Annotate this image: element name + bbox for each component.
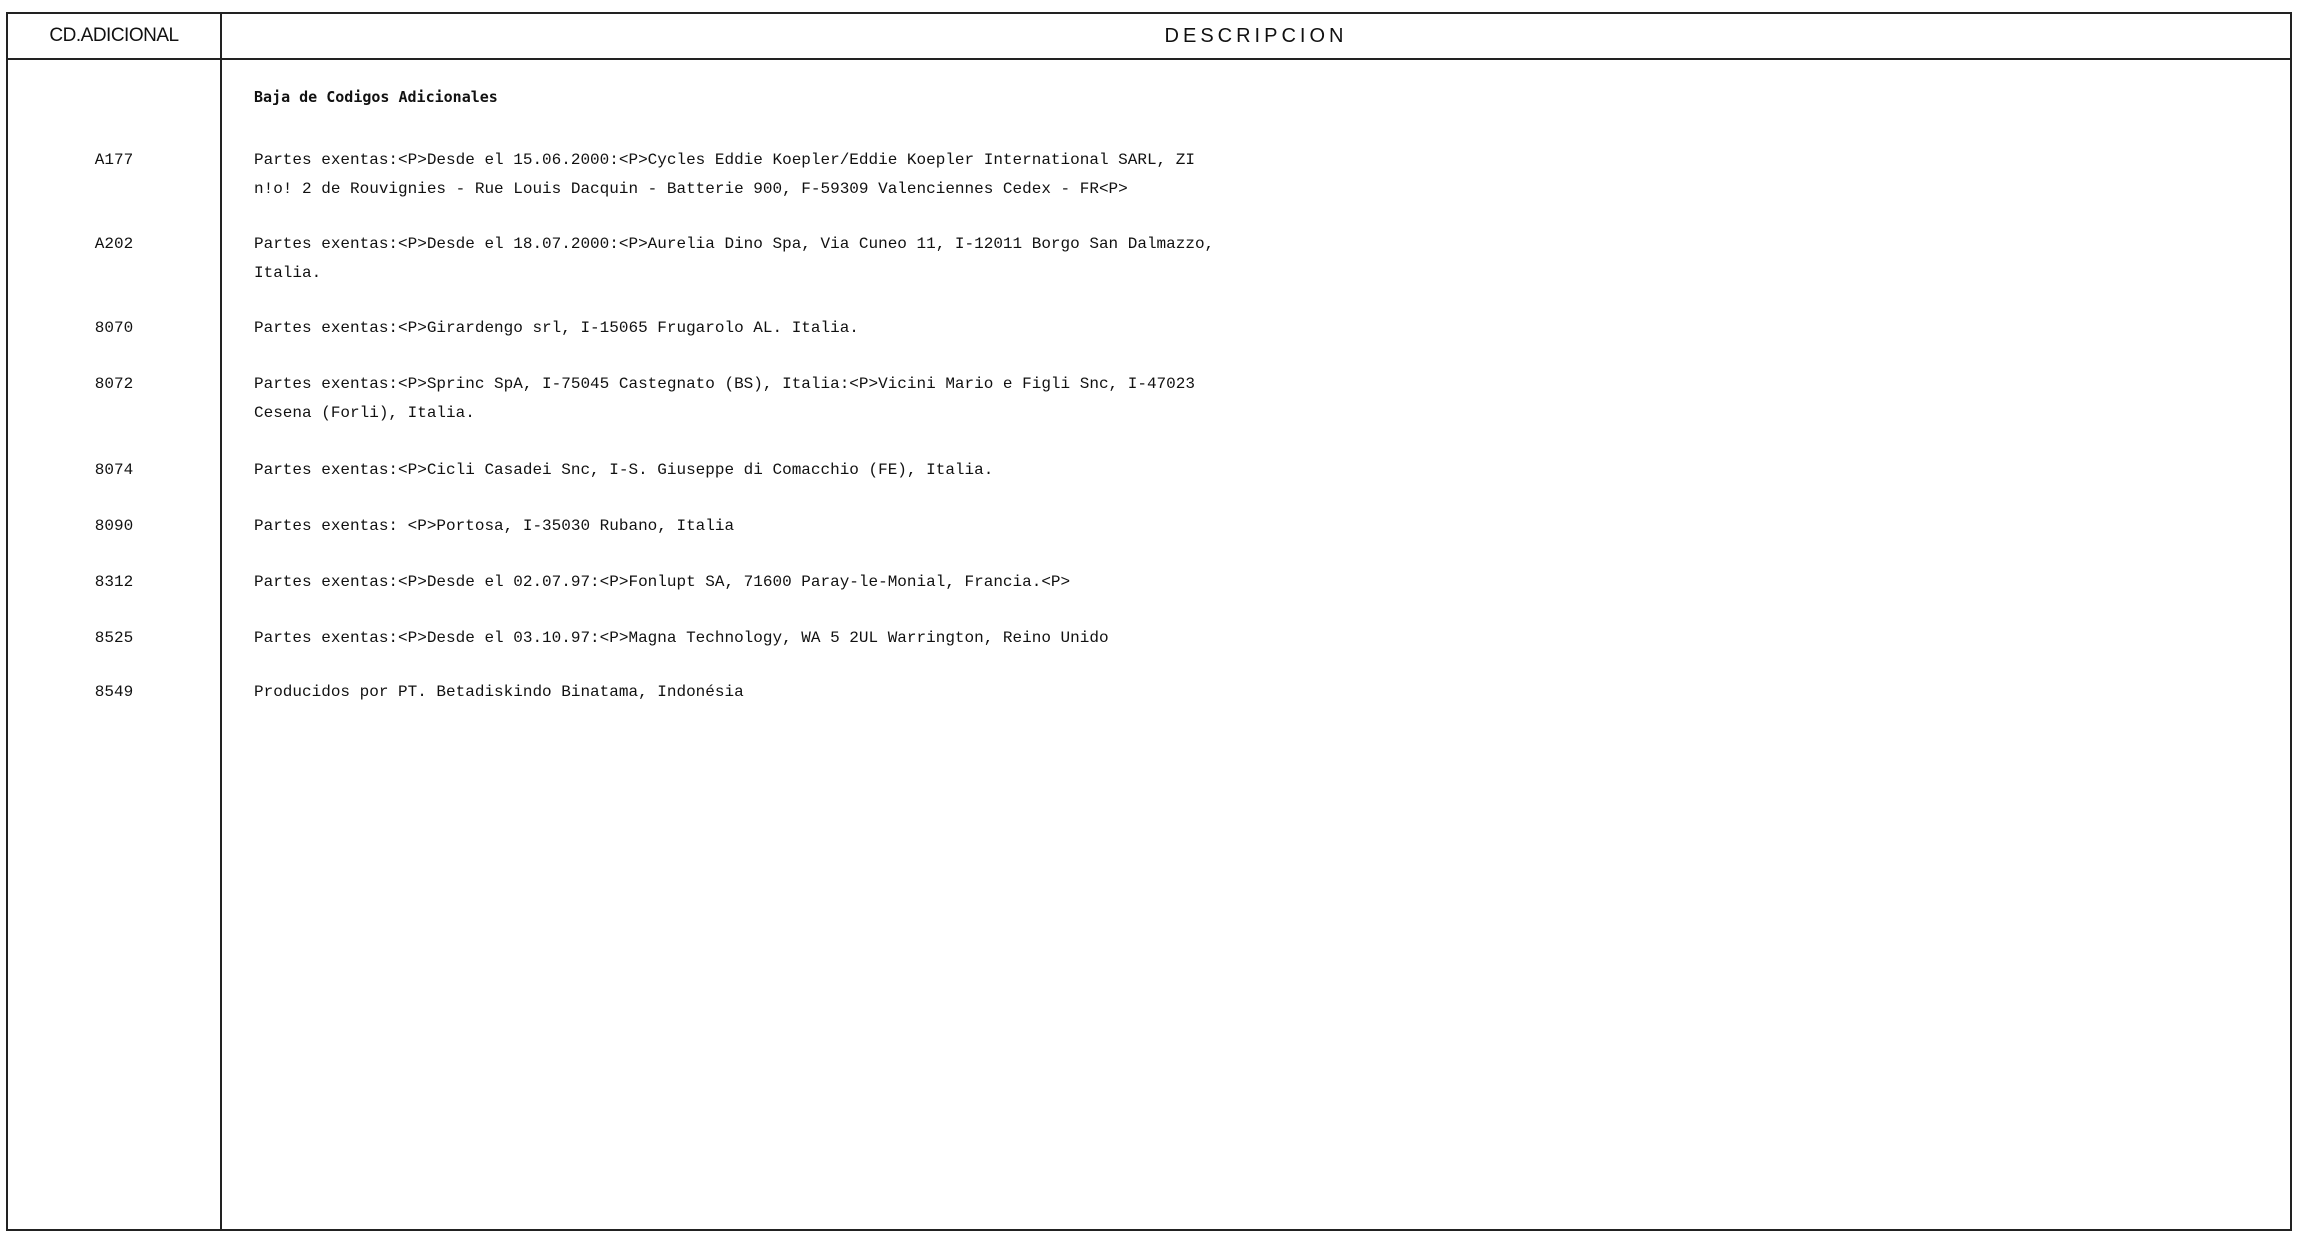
row-description: Partes exentas:<P>Girardengo srl, I-15065 Frugarolo AL. Italia. xyxy=(254,319,859,337)
table-header xyxy=(8,14,2290,60)
row-description: Partes exentas: <P>Portosa, I-35030 Rubano, Italia xyxy=(254,517,735,535)
row-code: 8312 xyxy=(94,573,134,591)
row-description: Partes exentas:<P>Desde el 18.07.2000:<P>Aurelia Dino Spa, Via Cuneo 11, I-12011 Borgo San Dalmazzo, Italia. xyxy=(254,235,1215,282)
row-code: 8070 xyxy=(94,319,134,337)
row-description: Partes exentas:<P>Cicli Casadei Snc, I-S. Giuseppe di Comacchio (FE), Italia. xyxy=(254,461,994,479)
row-description: Partes exentas:<P>Sprinc SpA, I-75045 Castegnato (BS), Italia:<P>Vicini Mario e Figli Snc, I-47023 Cesena (Forli), Italia. xyxy=(254,375,1195,422)
column-header-description: DESCRIPCION xyxy=(1164,25,1348,47)
row-description: Producidos por PT. Betadiskindo Binatama, Indonésia xyxy=(254,683,744,701)
row-code: A202 xyxy=(94,235,134,253)
column-header-code: CD.ADICIONAL xyxy=(49,25,179,46)
section-title: Baja de Codigos Adicionales xyxy=(254,88,498,106)
table-frame xyxy=(6,12,2292,1231)
column-divider xyxy=(220,14,222,1229)
row-code: 8074 xyxy=(94,461,134,479)
row-code: 8090 xyxy=(94,517,134,535)
row-description: Partes exentas:<P>Desde el 02.07.97:<P>Fonlupt SA, 71600 Paray-le-Monial, Francia.<P> xyxy=(254,573,1071,591)
row-code: 8525 xyxy=(94,629,134,647)
row-code: 8072 xyxy=(94,375,134,393)
row-description: Partes exentas:<P>Desde el 15.06.2000:<P>Cycles Eddie Koepler/Eddie Koepler International SARL, ZI n!o! 2 de Rouvignies - Rue Louis Dacquin - Batterie 900, F-59309 Valenciennes Cedex - FR<P> xyxy=(254,151,1195,198)
row-code: A177 xyxy=(94,151,134,169)
row-code: 8549 xyxy=(94,683,134,701)
row-description: Partes exentas:<P>Desde el 03.10.97:<P>Magna Technology, WA 5 2UL Warrington, Reino Unido xyxy=(254,629,1109,647)
